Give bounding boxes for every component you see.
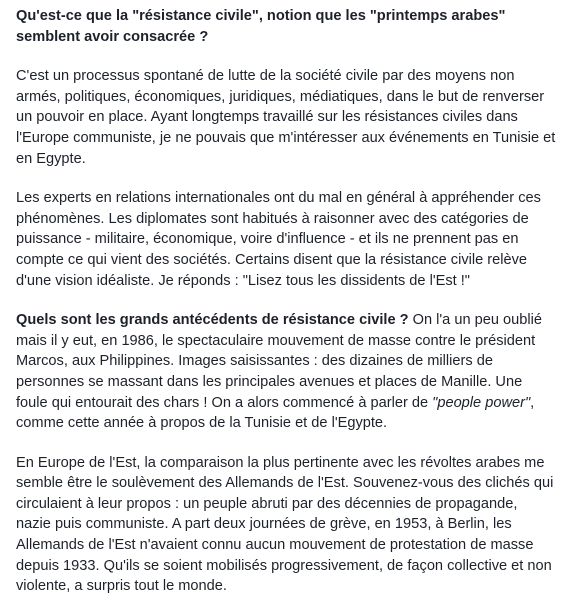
question-heading: Qu'est-ce que la "résistance civile", notion que les "printemps arabes" semblent avoir consacrée ? bbox=[16, 8, 506, 45]
paragraph-3-emphasis: "people power" bbox=[432, 394, 531, 411]
paragraph-3 bbox=[16, 310, 556, 434]
article-body bbox=[16, 6, 556, 616]
paragraph-3-question: Quels sont les grands antécédents de résistance civile ? bbox=[16, 312, 409, 329]
paragraph-3-text-a: On l'a un peu oublié mais il y eut, en 1986, le spectaculaire mouvement de masse contre le président Marcos, aux Philippines. Images saisissantes : des dizaines de milliers de personnes se massant dans les principales avenues et places de Manille. Une foule qui entourait des chars ! On a alors commencé à parler de bbox=[16, 312, 542, 411]
paragraph-1: C'est un processus spontané de lutte de la société civile par des moyens non armés, politiques, économiques, juridiques, médiatiques, dans le but de renverser un pouvoir en place. Ayant longtemps travaillé sur les résistances civiles dans l'Europe communiste, je ne pouvais que m'intéresser aux événements en Tunisie et en Egypte. bbox=[16, 68, 556, 167]
paragraph-2: Les experts en relations internationales ont du mal en général à appréhender ces phénomènes. Les diplomates sont habitués à raisonner avec des catégories de puissance - militaire, économique, voire d'influence - et ils ne prennent pas en compte ce qui vient des sociétés. Certains disent que la résistance civile relève d'une vision idéaliste. Je réponds : "Lisez tous les dissidents de l'Est !" bbox=[16, 190, 541, 289]
paragraph-3-text-b: , comme cette année à propos de la Tunisie et de l'Egypte. bbox=[16, 394, 535, 432]
paragraph-4: En Europe de l'Est, la comparaison la plus pertinente avec les révoltes arabes me semble être le soulèvement des Allemands de l'Est. Souvenez-vous des clichés qui circulaient à leur propos : un peuple abruti par des décennies de propagande, nazie puis communiste. A part deux journées de grève, en 1953, à Berlin, les Allemands de l'Est n'avaient connu aucun mouvement de protestation de masse depuis 1933. Qu'ils se soient mobilisés progressivement, de façon collective et non violente, a surpris tout le monde. bbox=[16, 454, 554, 595]
